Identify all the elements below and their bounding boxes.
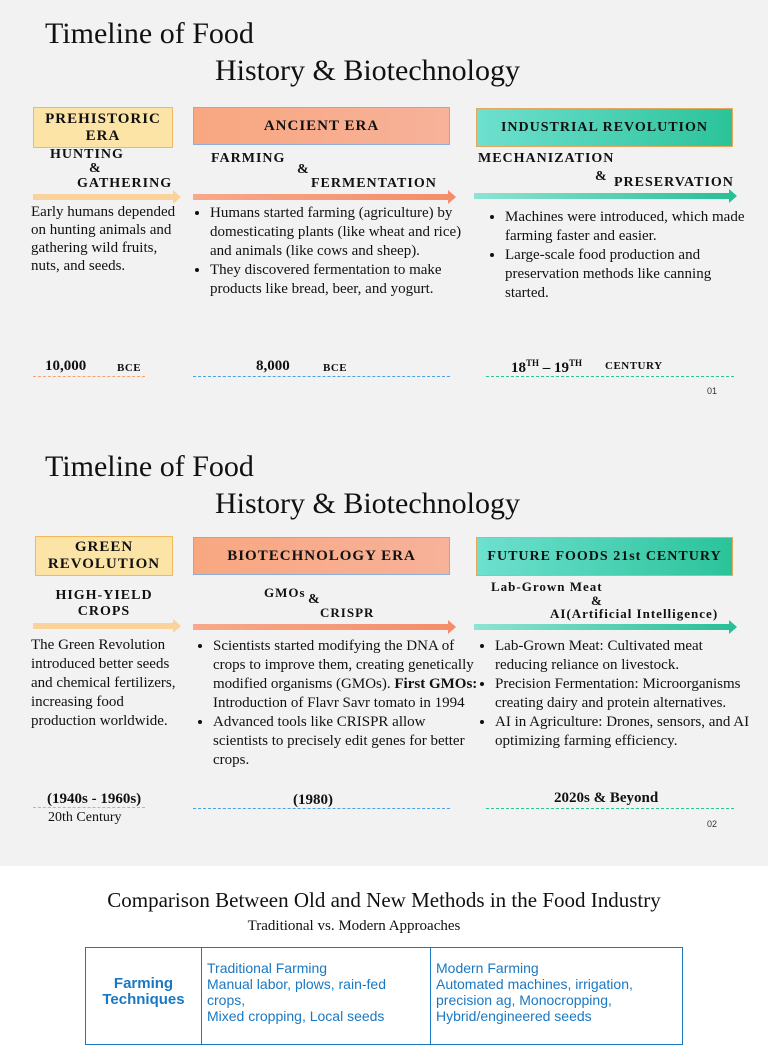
era-green-date-note: 20th Century <box>48 810 122 825</box>
era-prehistoric-label: PREHISTORIC ERA <box>33 107 173 148</box>
era-future-amp: & <box>591 593 603 608</box>
era-industrial-date: 18TH – 19TH <box>511 358 583 376</box>
era-ancient-date: 8,000 <box>256 358 290 374</box>
era-green-arrow <box>33 619 181 633</box>
era-ancient-sub-a: FARMING <box>211 151 286 166</box>
era-industrial-amp: & <box>595 169 608 184</box>
slide-title-line1: Timeline of Food <box>45 17 254 50</box>
slide-title-line2: History & Biotechnology <box>215 54 520 87</box>
era-industrial-dashline <box>486 376 734 377</box>
era-future-bullets <box>473 637 753 751</box>
era-prehistoric-amp: & <box>89 161 102 176</box>
slide-title-line2: History & Biotechnology <box>215 487 520 520</box>
era-future-sub-b: AI(Artificial Intelligence) <box>550 606 719 621</box>
era-industrial-bullets <box>483 208 745 303</box>
era-ancient-amp: & <box>297 162 310 177</box>
era-prehistoric-description: Early humans depended on hunting animals and gathering wild fruits, nuts, and seeds. <box>31 204 176 274</box>
era-green-description: The Green Revolution introduced better seeds and chemical fertilizers, increasing food production worldwide. <box>31 637 176 729</box>
comparison-title: Comparison Between Old and New Methods in the Food Industry <box>107 888 661 912</box>
era-ancient-bullet: • They discovered fermentation to make products like bread, beer, and yogurt. <box>210 261 480 299</box>
era-prehistoric-arrow <box>33 190 181 204</box>
table-cell-modern: Modern Farming Automated machines, irrigation, precision ag, Monocropping, Hybrid/engineered seeds <box>431 948 683 1045</box>
slide-title-line1: Timeline of Food <box>45 450 254 483</box>
era-industrial-sub-a: MECHANIZATION <box>478 151 615 166</box>
page-number: 02 <box>707 819 718 829</box>
table-cell-traditional: Traditional Farming Manual labor, plows, rain-fed crops, Mixed cropping, Local seeds <box>202 948 431 1045</box>
era-ancient-date-unit: BCE <box>323 362 348 374</box>
era-ancient-bullet: • Humans started farming (agriculture) by domesticating plants (like wheat and rice) and animals (like cows and sheep). <box>210 204 480 261</box>
era-industrial-label: INDUSTRIAL REVOLUTION <box>476 108 733 147</box>
era-green-dashline <box>33 807 145 808</box>
era-biotech-arrow <box>193 620 456 634</box>
era-ancient-label: ANCIENT ERA <box>193 107 450 145</box>
era-green-sub-b: CROPS <box>77 604 131 619</box>
table-row <box>86 948 683 1045</box>
comparison-subtitle: Traditional vs. Modern Approaches <box>247 918 461 934</box>
era-biotech-bullet: • Scientists started modifying the DNA of crops to improve them, creating genetically modified organisms (GMOs). First GMOs: Introduction of Flavr Savr tomato in 1994 <box>213 637 481 713</box>
era-ancient-dashline <box>193 376 450 377</box>
era-future-sub-a: Lab-Grown Meat <box>491 579 603 594</box>
slide-2 <box>0 433 768 866</box>
era-industrial-date-unit: CENTURY <box>605 360 663 372</box>
era-biotech-amp: & <box>308 592 321 607</box>
era-ancient-bullets <box>188 204 480 299</box>
era-biotech-bullets <box>191 637 481 770</box>
era-industrial-bullet: • Machines were introduced, which made farming faster and easier. <box>505 208 745 246</box>
table-row-header: Farming Techniques <box>86 948 202 1045</box>
era-future-bullet: • AI in Agriculture: Drones, sensors, and AI optimizing farming efficiency. <box>495 713 753 751</box>
page-number: 01 <box>707 386 718 396</box>
comparison-table <box>85 947 683 1045</box>
slide-1 <box>0 0 768 433</box>
era-green-date: (1940s - 1960s) <box>47 791 142 807</box>
era-future-bullet: • Precision Fermentation: Microorganisms creating dairy and protein alternatives. <box>495 675 753 713</box>
era-future-label: FUTURE FOODS 21st CENTURY <box>476 537 733 576</box>
era-future-arrow <box>474 620 737 634</box>
era-green-label: GREEN REVOLUTION <box>35 536 173 576</box>
era-industrial-sub-b: PRESERVATION <box>614 175 734 190</box>
era-ancient-sub-b: FERMENTATION <box>311 176 437 191</box>
era-prehistoric-sub-a: HUNTING <box>50 147 124 162</box>
era-biotech-bullet: • Advanced tools like CRISPR allow scientists to precisely edit genes for better crops. <box>213 713 481 770</box>
era-future-dashline <box>486 808 734 809</box>
era-prehistoric-dashline <box>33 376 145 377</box>
era-biotech-sub-b: CRISPR <box>320 605 375 620</box>
era-future-bullet: • Lab-Grown Meat: Cultivated meat reducing reliance on livestock. <box>495 637 753 675</box>
era-biotech-label: BIOTECHNOLOGY ERA <box>193 537 450 575</box>
era-industrial-arrow <box>474 189 737 203</box>
era-biotech-date: (1980) <box>293 792 333 808</box>
era-industrial-bullet: • Large-scale food production and preservation methods like canning started. <box>505 246 745 303</box>
era-biotech-dashline <box>193 808 450 809</box>
era-prehistoric-sub-b: GATHERING <box>77 176 173 191</box>
era-future-date: 2020s & Beyond <box>554 790 659 806</box>
era-ancient-arrow <box>193 190 456 204</box>
era-biotech-sub-a: GMOs <box>264 585 306 600</box>
era-prehistoric-date-unit: BCE <box>117 362 142 374</box>
era-green-sub-a: HIGH-YIELD <box>55 588 153 603</box>
era-prehistoric-date: 10,000 <box>45 358 87 374</box>
